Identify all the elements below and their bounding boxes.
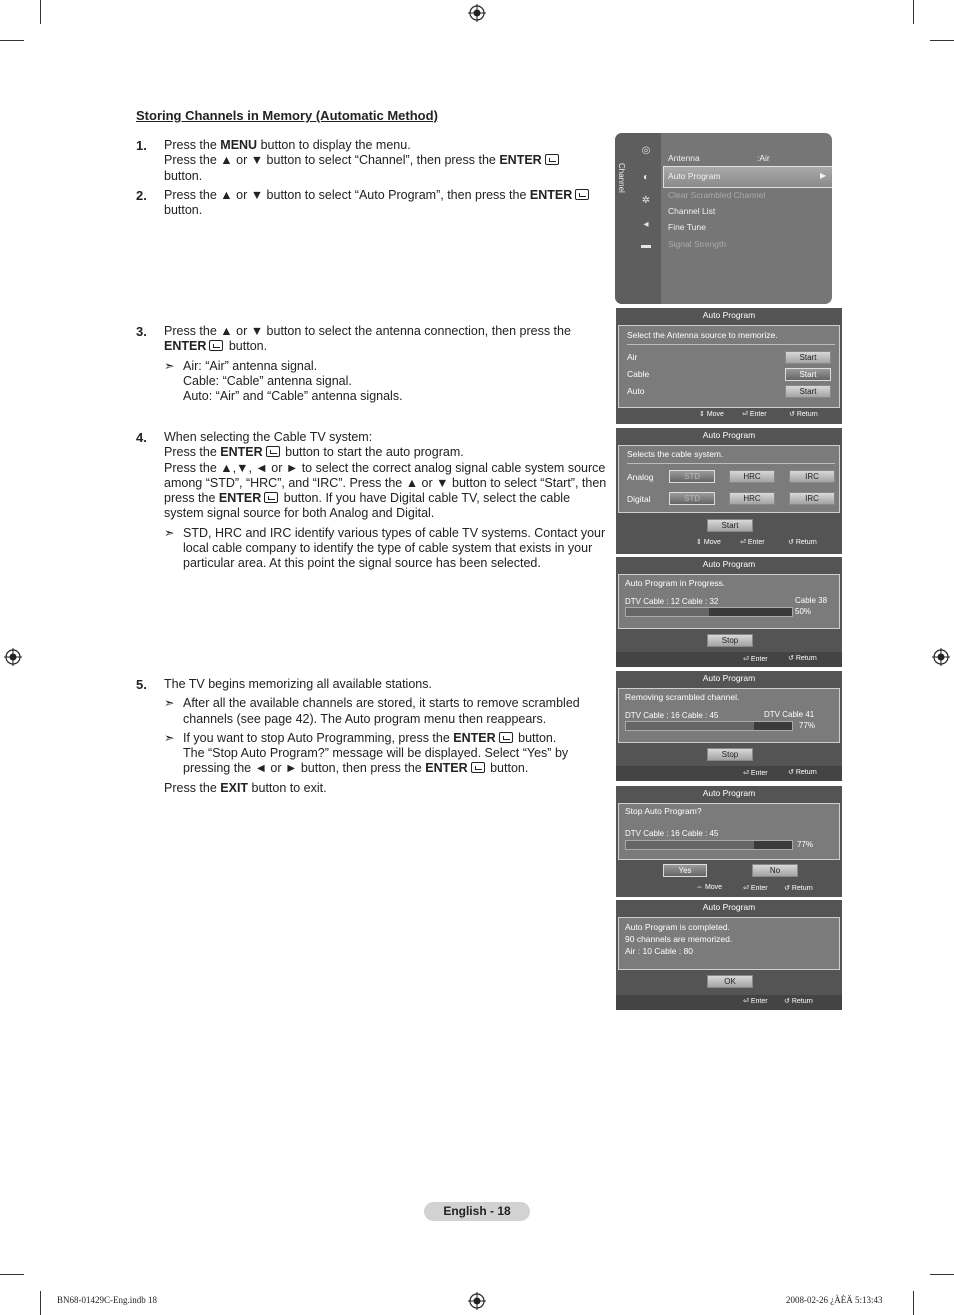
picture-icon[interactable]: ▬ (641, 240, 651, 251)
menu-sidebar (615, 133, 661, 304)
row-digital-label: Digital (627, 494, 651, 504)
channel-icon[interactable]: ◐ (642, 172, 650, 183)
menu-item-channel-list[interactable]: Channel List (668, 206, 716, 216)
current-channel: Cable 38 (795, 596, 828, 605)
channel-counts: DTV Cable : 12 Cable : 32 (625, 597, 719, 606)
hint-return: ↺ Return (784, 998, 813, 1005)
panel-message: Select the Antenna source to memorize. (627, 330, 778, 340)
registration-mark-icon (468, 4, 486, 22)
progress-percent: 50% (795, 607, 812, 616)
auto-program-progress-panel (616, 557, 842, 667)
crop-mark (40, 1291, 41, 1315)
hint-move-label: Move (704, 884, 723, 891)
enter-icon (471, 762, 485, 773)
menu-item-fine-tune[interactable]: Fine Tune (668, 222, 706, 232)
hint-enter: ⏎ Enter (743, 885, 768, 892)
auto-program-antenna-panel (616, 308, 842, 424)
panel-content (618, 325, 840, 418)
crop-mark (913, 0, 914, 24)
menu-side-label: Channel (617, 163, 626, 193)
option-auto: Auto (627, 386, 645, 396)
panel-title: Auto Program (702, 673, 756, 683)
auto-program-removing-panel (616, 671, 842, 781)
panel-title: Auto Program (702, 788, 756, 798)
hint-return-label: Return (796, 411, 818, 418)
key-label: ENTER (164, 339, 207, 354)
hint-enter-label: Enter (750, 885, 768, 892)
panel-content (618, 574, 840, 629)
step-number: 4. (136, 430, 147, 445)
stop-button[interactable]: Stop (707, 748, 753, 761)
crop-mark (40, 0, 41, 24)
step-number: 3. (136, 324, 147, 339)
hint-return: ↺ Return (789, 411, 818, 418)
step-4 (136, 430, 608, 572)
current-channel: DTV Cable 41 (764, 710, 815, 719)
key-label: ENTER (499, 153, 542, 168)
note-arrow-icon: ➣ (164, 730, 175, 745)
text: The TV begins memorizing all available stations. (164, 677, 432, 691)
text: Cable: “Cable” antenna signal. (183, 373, 352, 388)
enter-icon (264, 492, 278, 503)
menu-item-signal-strength[interactable]: Signal Strength (668, 239, 727, 249)
note-arrow-icon: ➣ (164, 358, 175, 373)
hint-enter: ⏎ Enter (742, 411, 767, 418)
text: Press the ▲ or ▼ button to select the antenna connection, then press the (164, 324, 571, 338)
menu-arrow-icon: ▶ (820, 171, 827, 180)
hint-return-label: Return (795, 769, 817, 776)
hint-move-label: Move (706, 411, 724, 418)
channels-memorized: 90 channels are memorized. (625, 934, 733, 944)
panel-title: Auto Program (702, 902, 756, 912)
channel-totals: Air : 10 Cable : 80 (625, 946, 694, 956)
text: button. If you have Digital cable TV, select the cable system signal source for both Analog and Digital. (164, 491, 571, 521)
divider (627, 463, 835, 464)
channel-menu-screen (615, 133, 832, 304)
key-label: ENTER (220, 445, 263, 460)
enter-icon (266, 446, 280, 457)
text: button. (164, 203, 203, 218)
key-label: EXIT (220, 780, 249, 795)
text: Press the ▲,▼, ◄ or ► to select the correct analog signal cable system source among “STD”, “HRC”, and “IRC”. Press the ▲ or ▼ button to select “Start”, then press the (164, 460, 607, 506)
hint-move-label: Move (703, 539, 721, 546)
enter-icon (209, 340, 223, 351)
hint-enter-label: Enter (750, 656, 768, 663)
text: button to start the auto program. (281, 445, 464, 460)
auto-program-complete-panel (616, 900, 842, 1010)
complete-message: Auto Program is completed. (625, 922, 730, 932)
option-cable: Cable (627, 369, 650, 379)
step-3 (136, 324, 608, 404)
analog-irc-button[interactable]: IRC (789, 470, 835, 483)
hint-enter-label: Enter (750, 770, 768, 777)
analog-hrc-button[interactable]: HRC (729, 470, 775, 483)
panel-message: Selects the cable system. (627, 449, 724, 459)
hint-return-label: Return (795, 539, 817, 546)
text: Press the ▲ or ▼ button to select “Auto Program”, then press the (164, 188, 530, 202)
hint-return: ↺ Return (784, 885, 813, 892)
step-2 (136, 188, 608, 219)
step-number: 5. (136, 677, 147, 692)
note-arrow-icon: ➣ (164, 696, 175, 711)
note (164, 731, 608, 777)
text: The “Stop Auto Program?” message will be displayed. Select “Yes” by pressing the ◄ or ► button, then press the (183, 746, 569, 776)
key-label: ENTER (218, 491, 262, 506)
setup-icon[interactable]: ✲ (641, 195, 651, 206)
text: STD, HRC and IRC identify various types of cable TV systems. Contact your local cable company to identify the type of cable system that exists in your particular area. At this point the signal source has been selected. (183, 525, 606, 571)
panel-message: Removing scrambled channel. (625, 692, 740, 702)
hint-enter: ⏎ Enter (743, 998, 768, 1005)
input-icon[interactable]: ◎ (641, 145, 651, 156)
text: button. (164, 168, 203, 183)
panel-title: Auto Program (702, 430, 756, 440)
panel-content (618, 688, 840, 743)
text: Auto: “Air” and “Cable” antenna signals. (183, 389, 403, 404)
crop-mark (930, 40, 954, 41)
text: button to exit. (248, 780, 327, 795)
text: If you want to stop Auto Programming, press the (183, 730, 454, 745)
hint-enter-label: Enter (747, 539, 765, 546)
hint-return: ↺ Return (788, 539, 817, 546)
panel-message: Auto Program in Progress. (625, 578, 726, 588)
text: button. (486, 761, 529, 776)
crop-mark (0, 40, 24, 41)
panel-content (618, 445, 840, 513)
print-timestamp: 2008-02-26 ¿ÀÈÄ 5:13:43 (786, 1295, 883, 1305)
panel-content (618, 917, 840, 970)
text: button to display the menu. (257, 138, 411, 152)
registration-mark-icon (468, 1292, 486, 1310)
yes-button[interactable]: Yes (663, 864, 707, 877)
text: button. (225, 339, 268, 354)
step-number: 1. (136, 138, 147, 153)
key-label: MENU (220, 138, 258, 152)
text: Press the (164, 780, 221, 795)
menu-item-antenna-value: :Air (757, 153, 770, 163)
progress-bar (625, 840, 793, 850)
registration-mark-icon (932, 648, 950, 666)
text: Press the ▲ or ▼ button to select “Channel”, then press the (164, 153, 500, 168)
menu-item-antenna[interactable]: Antenna (668, 153, 700, 163)
note (164, 526, 608, 572)
auto-program-stop-panel (616, 786, 842, 897)
digital-std-button[interactable]: STD (669, 492, 715, 505)
text: Press the (164, 138, 221, 152)
divider (627, 344, 835, 345)
hint-enter: ⏎ Enter (740, 539, 765, 546)
ok-button[interactable]: OK (707, 975, 753, 988)
progress-fill (626, 608, 709, 616)
page-heading: Storing Channels in Memory (Automatic Method) (136, 108, 438, 123)
progress-percent: 77% (799, 721, 816, 730)
progress-fill (626, 841, 754, 849)
menu-item-clear-scrambled[interactable]: Clear Scrambled Channel (668, 190, 766, 200)
progress-fill (626, 722, 754, 730)
note-arrow-icon: ➣ (164, 525, 175, 540)
hint-return-label: Return (791, 885, 813, 892)
hint-return-label: Return (791, 998, 813, 1005)
enter-icon (575, 189, 589, 200)
start-cable-button[interactable]: Start (785, 368, 831, 381)
hint-enter-label: Enter (749, 411, 767, 418)
panel-title: Auto Program (702, 559, 756, 569)
start-button[interactable]: Start (707, 519, 753, 532)
channel-counts: DTV Cable : 16 Cable : 45 (625, 829, 719, 838)
crop-mark (930, 1274, 954, 1275)
hint-return: ↺ Return (788, 655, 817, 662)
file-info: BN68-01429C-Eng.indb 18 (57, 1295, 157, 1305)
sound-icon[interactable]: ◂ (643, 219, 649, 230)
auto-program-cable-panel (616, 428, 842, 554)
text: When selecting the Cable TV system: (164, 430, 373, 444)
note (164, 359, 608, 405)
panel-content (618, 803, 840, 860)
hint-return: ↺ Return (788, 769, 817, 776)
hint-return-label: Return (795, 655, 817, 662)
note (164, 696, 608, 727)
menu-item-auto-program[interactable]: Auto Program (668, 171, 721, 181)
option-air: Air (627, 352, 638, 362)
hint-move: ⇔ Move (696, 884, 723, 891)
progress-bar (625, 607, 793, 617)
crop-mark (913, 1291, 914, 1315)
hint-enter: ⏎ Enter (743, 770, 768, 777)
stop-button[interactable]: Stop (707, 634, 753, 647)
start-air-button[interactable]: Start (785, 351, 831, 364)
no-button[interactable]: No (752, 864, 798, 877)
page-number-badge: English - 18 (424, 1202, 530, 1221)
step-number: 2. (136, 188, 147, 203)
progress-bar (625, 721, 793, 731)
hint-enter: ⏎ Enter (743, 656, 768, 663)
hint-enter-label: Enter (750, 998, 768, 1005)
progress-percent: 77% (797, 840, 814, 849)
hint-move: ⇕ Move (696, 539, 721, 546)
hint-move: ⇕ Move (699, 411, 724, 418)
step-5 (136, 677, 608, 796)
enter-icon (499, 732, 513, 743)
text: Air: “Air” antenna signal. (183, 358, 318, 373)
key-label: ENTER (529, 188, 573, 202)
text: button. (514, 730, 557, 745)
digital-irc-button[interactable]: IRC (789, 492, 835, 505)
registration-mark-icon (4, 648, 22, 666)
analog-std-button[interactable]: STD (669, 470, 715, 483)
text: After all the available channels are stored, it starts to remove scrambled channels (see page 42). The Auto program menu then reappears. (183, 696, 580, 726)
key-label: ENTER (453, 730, 496, 745)
step-1 (136, 138, 608, 184)
start-auto-button[interactable]: Start (785, 385, 831, 398)
text: Press the (164, 445, 221, 460)
panel-message: Stop Auto Program? (625, 806, 702, 816)
key-label: ENTER (425, 761, 468, 776)
row-analog-label: Analog (627, 472, 654, 482)
panel-title: Auto Program (702, 310, 756, 320)
crop-mark (0, 1274, 24, 1275)
channel-counts: DTV Cable : 16 Cable : 45 (625, 711, 719, 720)
enter-icon (545, 154, 559, 165)
digital-hrc-button[interactable]: HRC (729, 492, 775, 505)
